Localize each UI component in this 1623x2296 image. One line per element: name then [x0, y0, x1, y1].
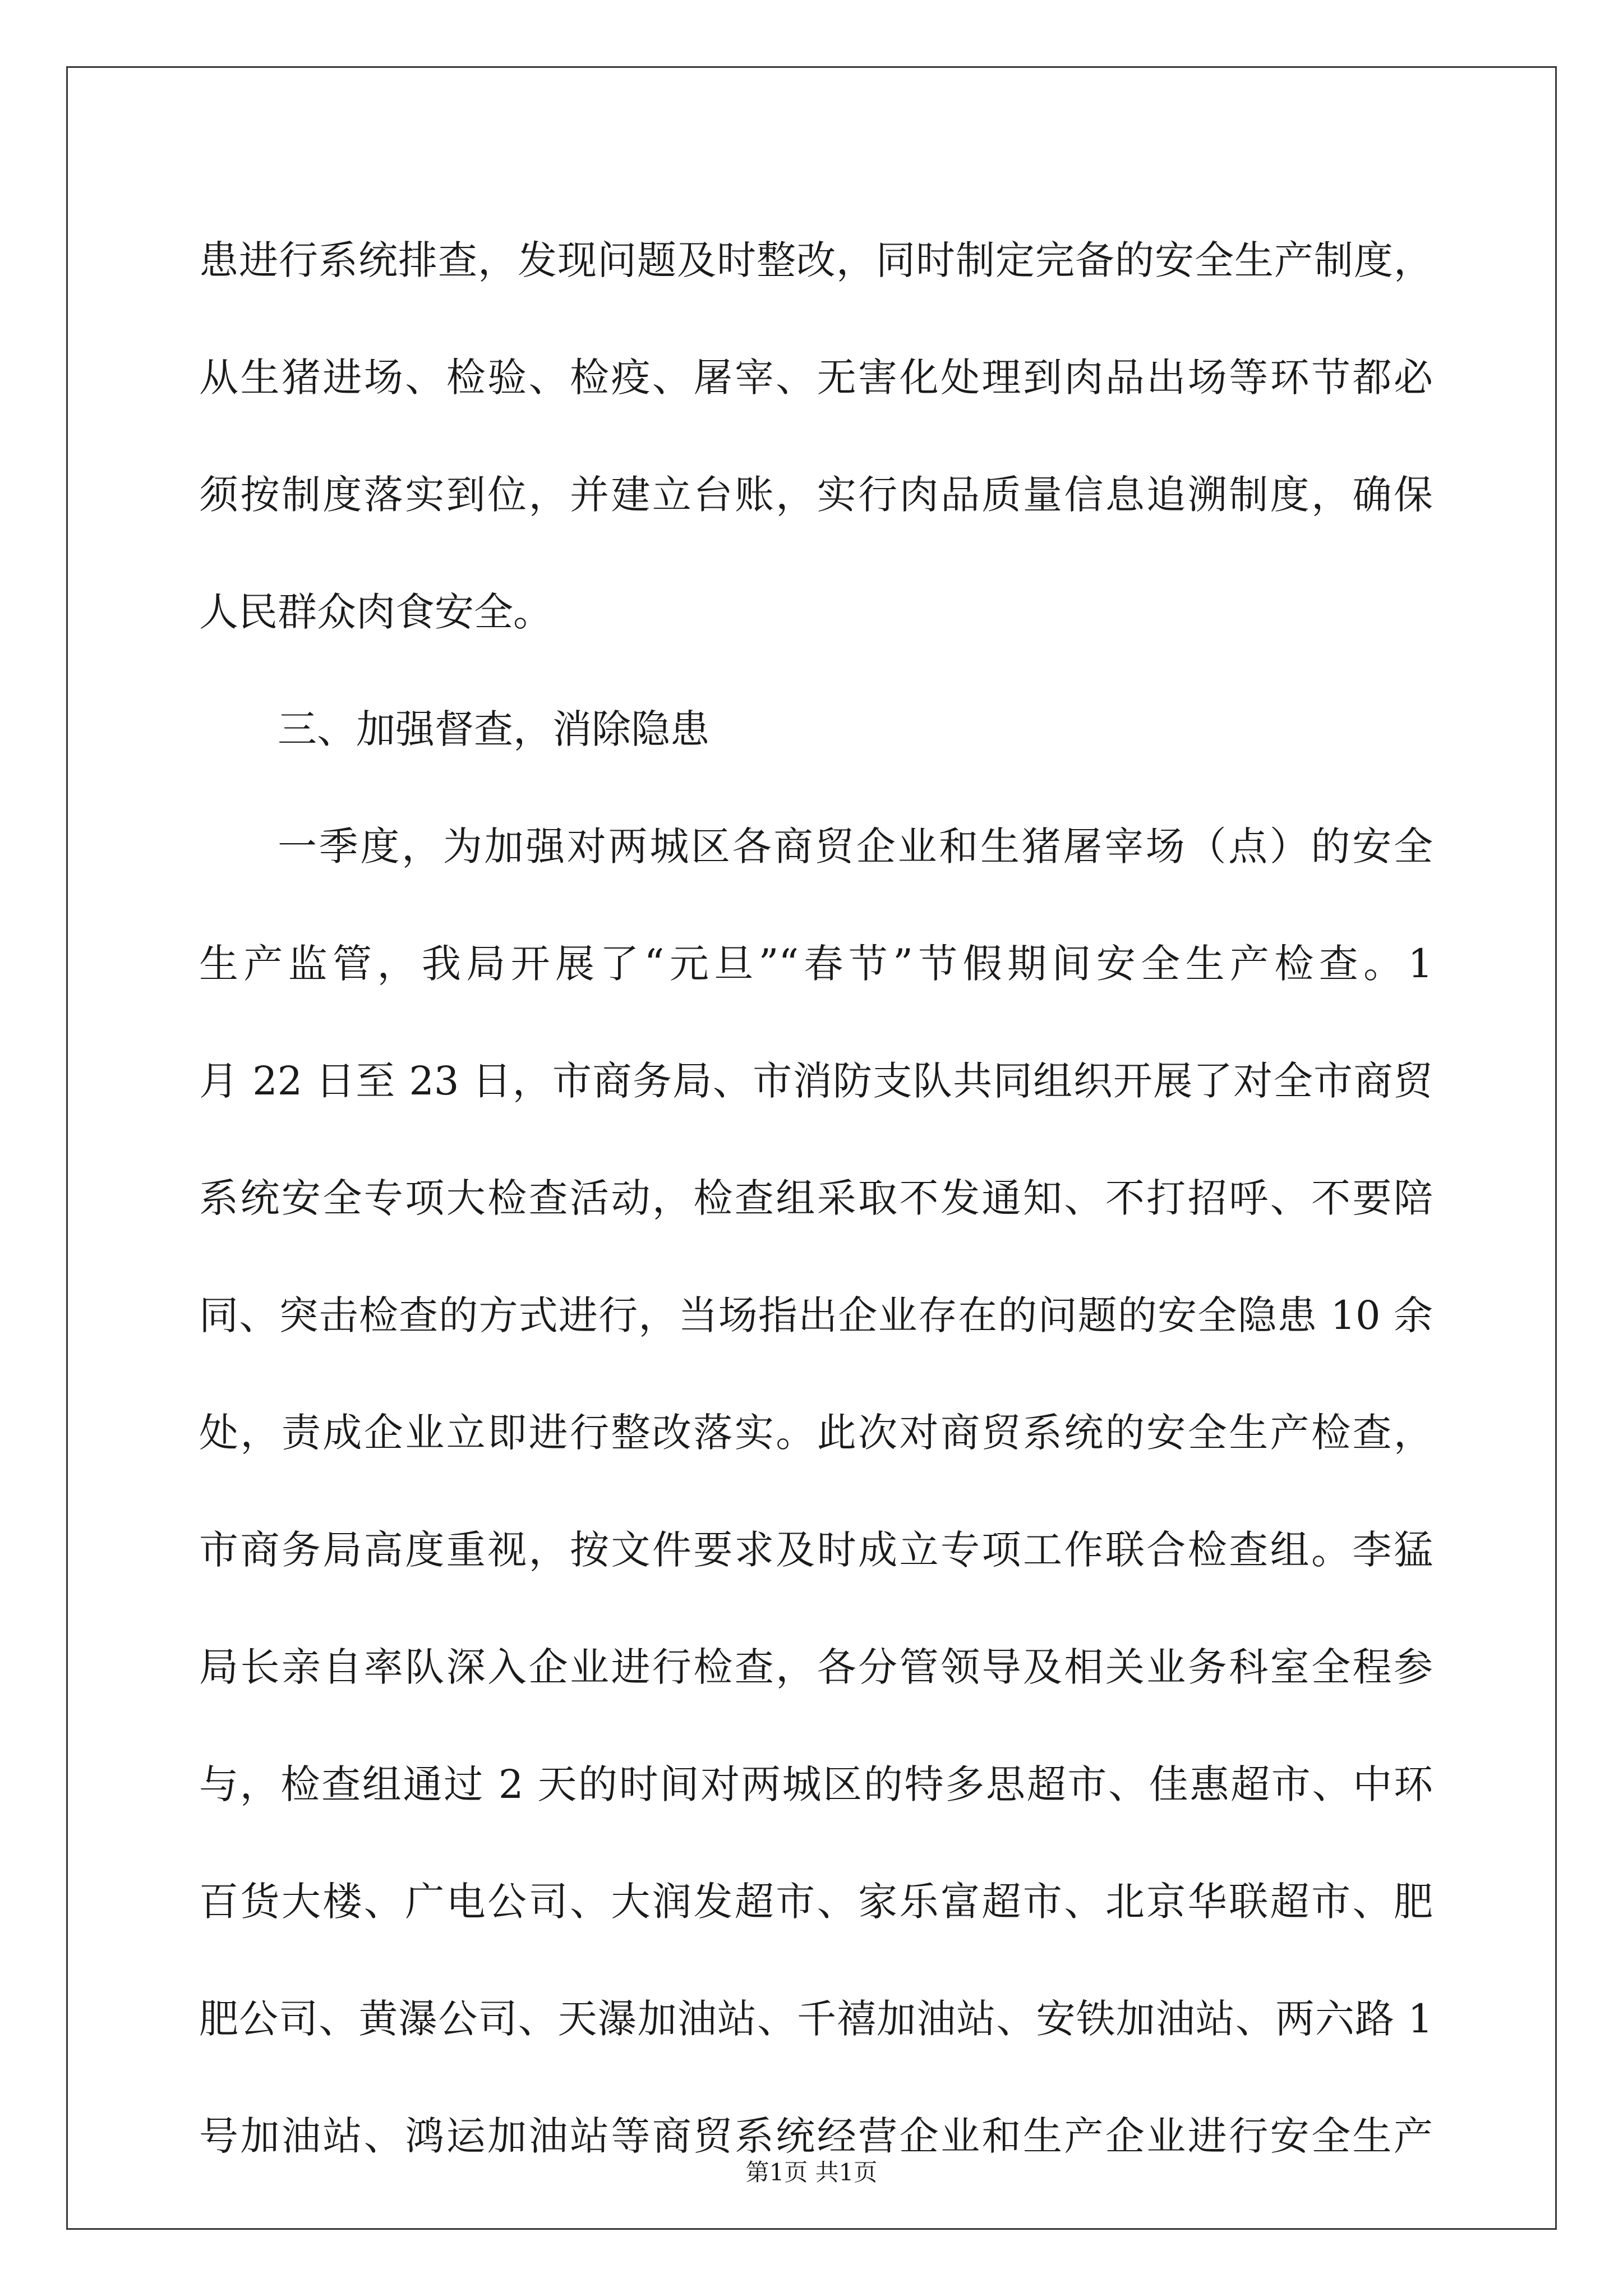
- paragraph-line: 处，责成企业立即进行整改落实。此次对商贸系统的安全生产检查，: [199, 1410, 1433, 1456]
- paragraph-line: 与，检查组通过 2 天的时间对两城区的特多思超市、佳惠超市、中环: [199, 1761, 1433, 1807]
- paragraph-line: 同、突击检查的方式进行，当场指出企业存在的问题的安全隐患 10 余: [199, 1292, 1433, 1338]
- paragraph-line: 生产监管，我局开展了“元旦”“春节”节假期间安全生产检查。1: [199, 941, 1433, 987]
- paragraph-line: 一季度，为加强对两城区各商贸企业和生猪屠宰场（点）的安全: [278, 823, 1433, 869]
- document-body: [199, 202, 1433, 2195]
- paragraph-line: 人民群众肉食安全。: [199, 589, 552, 635]
- paragraph-line: 号加油站、鸿运加油站等商贸系统经营企业和生产企业进行安全生产: [199, 2113, 1433, 2159]
- page-footer: 第1页 共1页: [745, 2159, 878, 2186]
- paragraph-line: 局长亲自率队深入企业进行检查，各分管领导及相关业务科室全程参: [199, 1644, 1433, 1690]
- paragraph-line: 市商务局高度重视，按文件要求及时成立专项工作联合检查组。李猛: [199, 1527, 1433, 1573]
- paragraph-line: 患进行系统排查，发现问题及时整改，同时制定完备的安全生产制度，: [199, 237, 1433, 283]
- paragraph-line: 肥公司、黄瀑公司、天瀑加油站、千禧加油站、安铁加油站、两六路 1: [199, 1996, 1433, 2042]
- section-heading: 三、加强督查，消除隐患: [278, 706, 709, 752]
- paragraph-line: 从生猪进场、检验、检疫、屠宰、无害化处理到肉品出场等环节都必: [199, 355, 1433, 401]
- paragraph-line: 月 22 日至 23 日，市商务局、市消防支队共同组织开展了对全市商贸: [199, 1058, 1433, 1104]
- paragraph-line: 百货大楼、广电公司、大润发超市、家乐富超市、北京华联超市、肥: [199, 1879, 1433, 1925]
- paragraph-line: 须按制度落实到位，并建立台账，实行肉品质量信息追溯制度，确保: [199, 472, 1433, 518]
- paragraph-line: 系统安全专项大检查活动，检查组采取不发通知、不打招呼、不要陪: [199, 1175, 1433, 1221]
